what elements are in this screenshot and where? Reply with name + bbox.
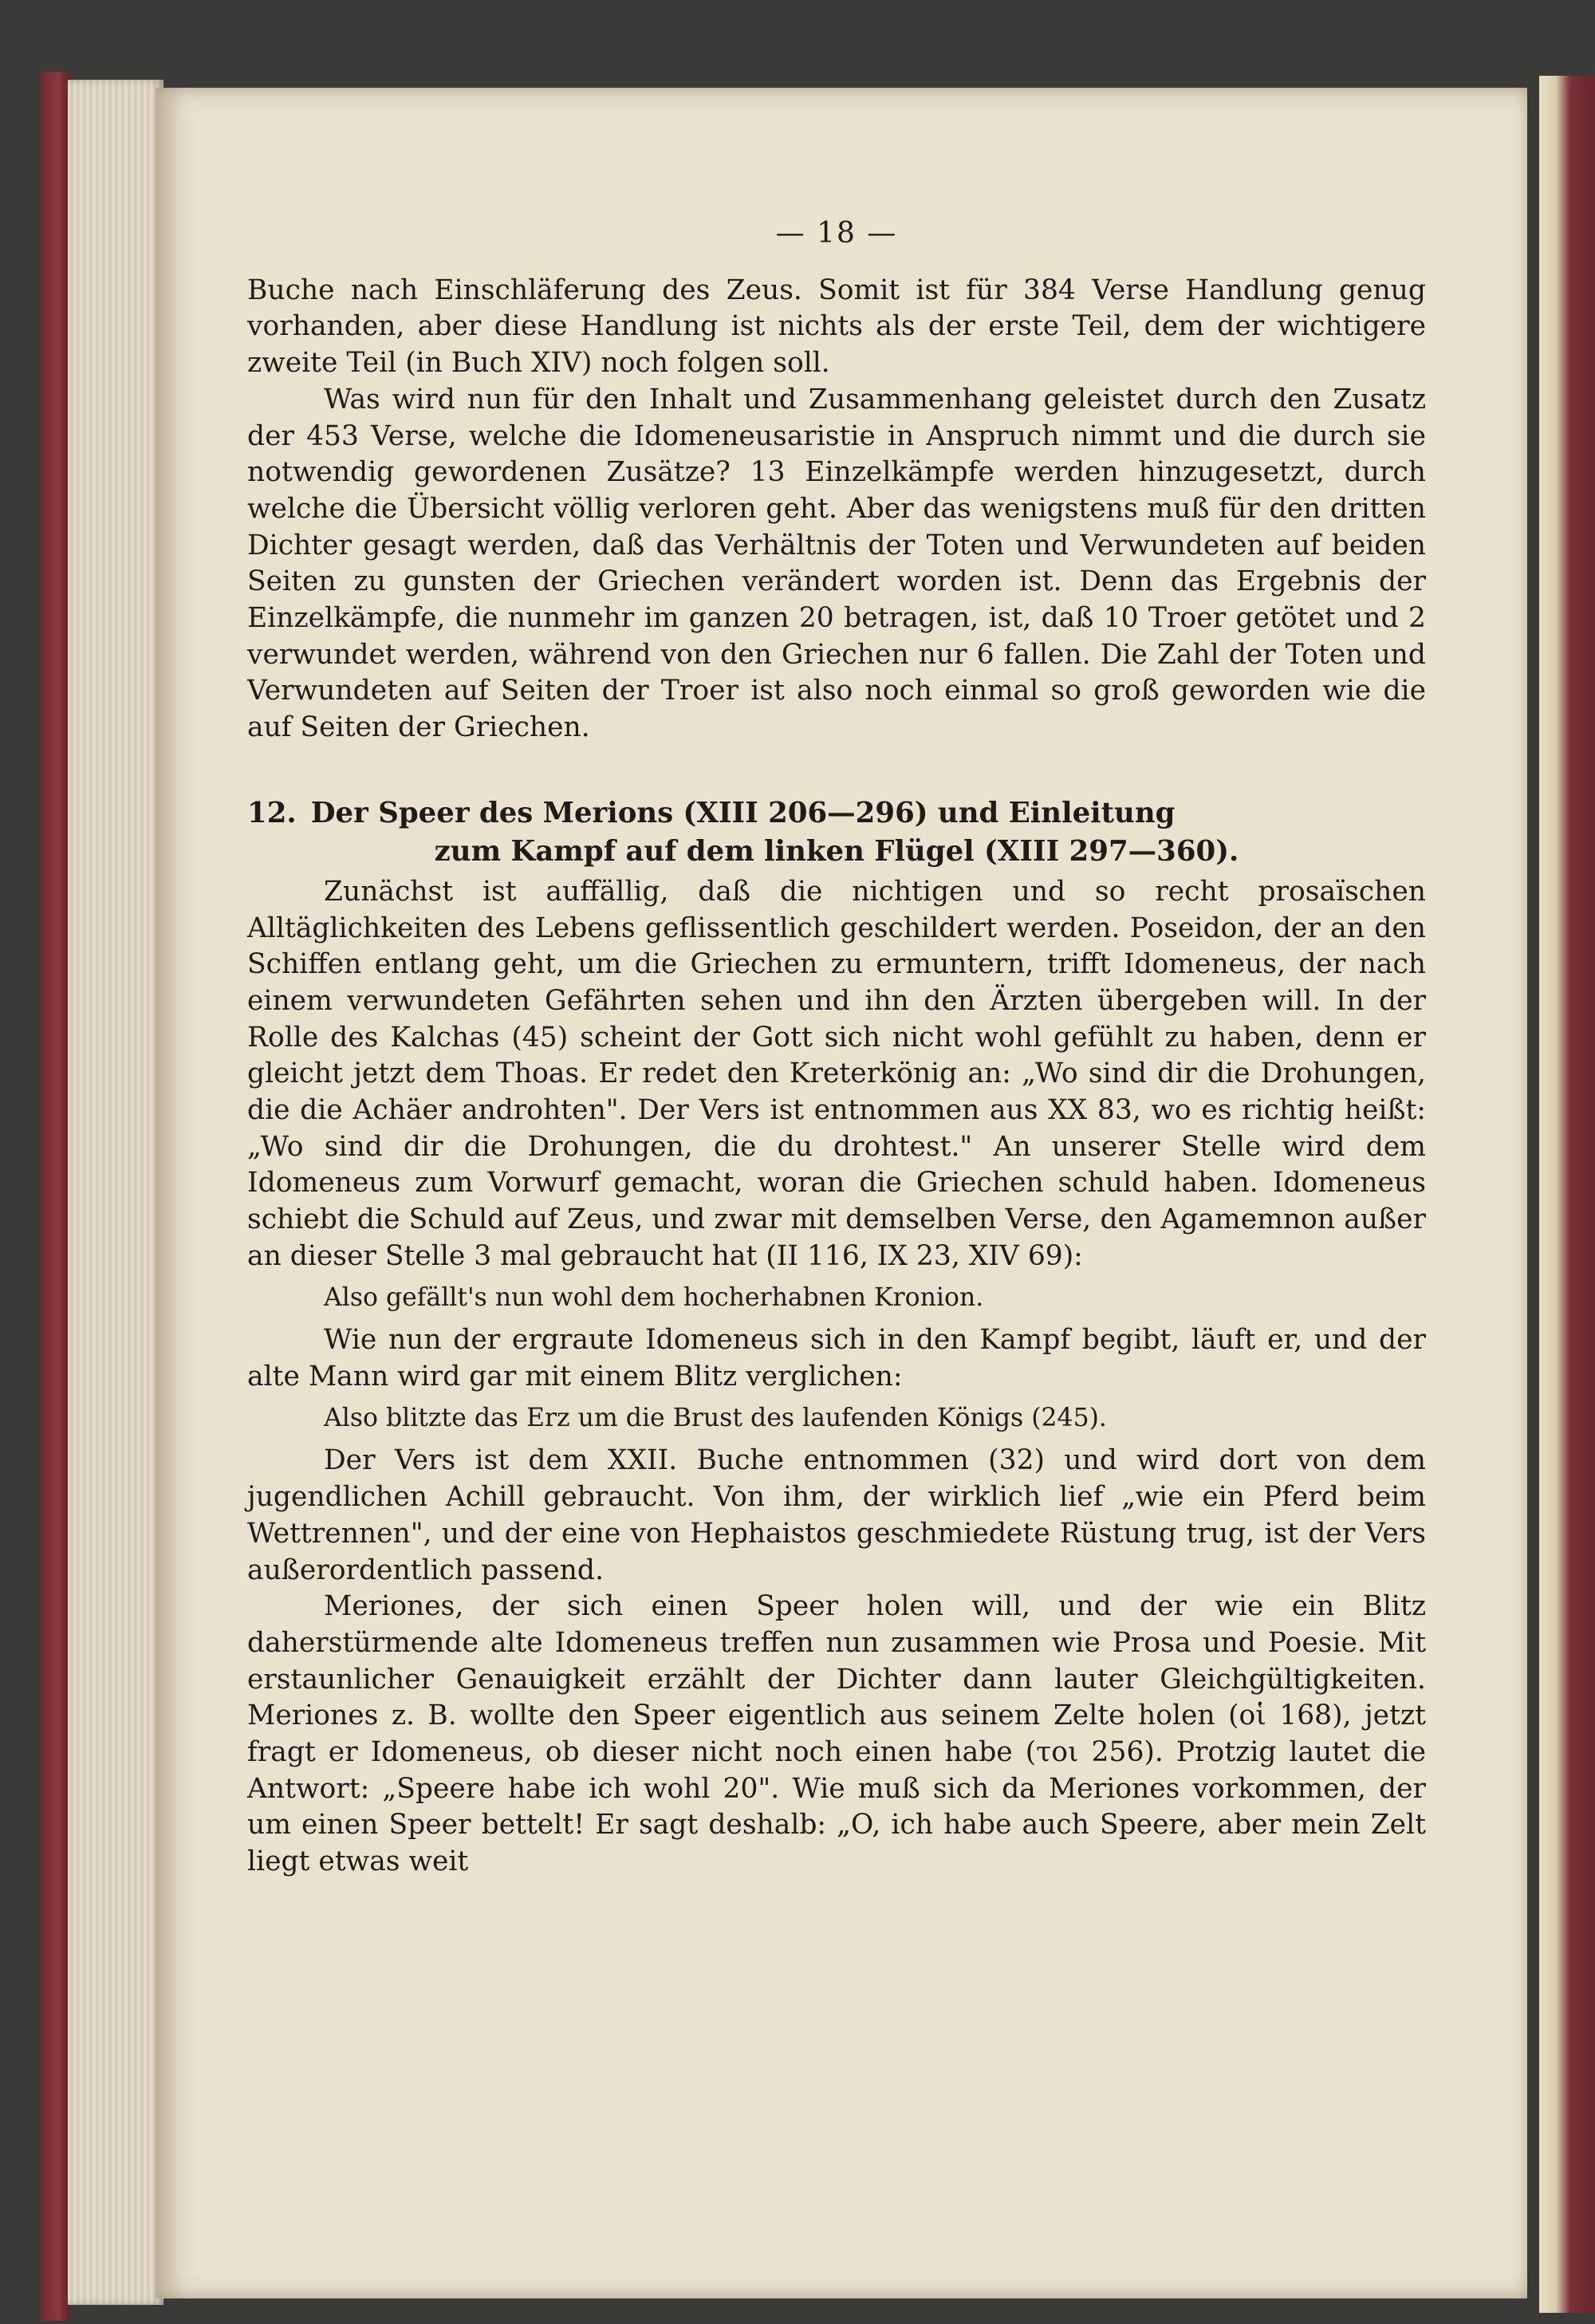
section-title-line1: Der Speer des Merions (XIII 206—296) und Einleitung: [310, 796, 1176, 829]
page-number: — 18 —: [775, 217, 898, 250]
book-cover-right: [1539, 76, 1595, 2313]
page-edges: [68, 80, 163, 2305]
section-title-line2: zum Kampf auf dem linken Flügel (XIII 297—360).: [434, 834, 1239, 868]
section-heading: [247, 794, 1426, 871]
paragraph: Wie nun der ergraute Idomeneus sich in den Kampf begibt, läuft er, und der alte Mann wird gar mit einem Blitz verglichen:: [247, 1324, 1426, 1392]
paragraph: Meriones, der sich einen Speer holen will, und der wie ein Blitz daherstürmende alte Idomeneus treffen nun zusammen wie Prosa und Poesie. Mit erstaunlicher Genauigkeit erzählt der Dichter dann lauter Gleichgültigkeiten. Meriones z. B. wollte den Speer eigentlich aus seinem Zelte holen (οἱ 168), jetzt fragt er Idomeneus, ob dieser nicht noch einen habe (τοι 256). Protzig lautet die Antwort: „Speere habe ich wohl 20". Wie muß sich da Meriones vorkommen, der um einen Speer bettelt! Er sagt deshalb: „O, ich habe auch Speere, aber mein Zelt liegt etwas weit: [247, 1590, 1426, 1878]
book-cover-left: [40, 72, 70, 2321]
text-column: [247, 215, 1426, 1881]
paragraph: Der Vers ist dem XXII. Buche entnommen (32) und wird dort von dem jugendlichen Achill gebraucht. Von ihm, der wirklich lief „wie ein Pferd beim Wettrennen", und der eine von Hephaistos geschmiedete Rüstung trug, ist der Vers außerordentlich passend.: [247, 1444, 1426, 1586]
paragraph: Was wird nun für den Inhalt und Zusammenhang geleistet durch den Zusatz der 453 Verse, welche die Idomeneusaristie in Anspruch nimmt und die durch sie notwendig gewordenen Zusätze? 13 Einzelkämpfe werden hinzugesetzt, durch welche die Übersicht völlig verloren geht. Aber das wenigstens muß für den dritten Dichter gesagt werden, daß das Verhältnis der Toten und Verwundeten auf beiden Seiten zu gunsten der Griechen verändert worden ist. Denn das Ergebnis der Einzelkämpfe, die nunmehr im ganzen 20 betragen, ist, daß 10 Troer getötet und 2 verwundet werden, während von den Griechen nur 6 fallen. Die Zahl der Toten und Verwundeten auf Seiten der Troer ist also noch einmal so groß geworden wie die auf Seiten der Griechen.: [247, 383, 1426, 744]
section-number: 12.: [247, 796, 297, 829]
paragraph: Zunächst ist auffällig, daß die nichtigen und so recht prosaïschen Alltäglichkeiten des Lebens geflissentlich geschildert werden. Poseidon, der an den Schiffen entlang geht, um die Griechen zu ermuntern, trifft Idomeneus, der nach einem verwundeten Gefährten sehen und ihn den Ärzten übergeben will. In der Rolle des Kalchas (45) scheint der Gott sich nicht wohl gefühlt zu haben, denn er gleicht jetzt dem Thoas. Er redet den Kreterkönig an: „Wo sind dir die Drohungen, die die Achäer androhten". Der Vers ist entnommen aus XX 83, wo es richtig heißt: „Wo sind dir die Drohungen, die du drohtest." An unserer Stelle wird dem Idomeneus zum Vorwurf gemacht, woran die Griechen schuld haben. Idomeneus schiebt die Schuld auf Zeus, und zwar mit demselben Verse, den Agamemnon außer an dieser Stelle 3 mal gebraucht hat (II 116, IX 23, XIV 69):: [247, 875, 1426, 1272]
paragraph-continued: Buche nach Einschläferung des Zeus. Somit ist für 384 Verse Handlung genug vorhanden, aber diese Handlung ist nichts als der erste Teil, dem der wichtigere zweite Teil (in Buch XIV) noch folgen soll.: [247, 274, 1426, 380]
verse-quote: Also gefällt's nun wohl dem hocherhabnen Kronion.: [324, 1282, 984, 1312]
verse-quote: Also blitzte das Erz um die Brust des laufenden Königs (245).: [324, 1403, 1107, 1432]
